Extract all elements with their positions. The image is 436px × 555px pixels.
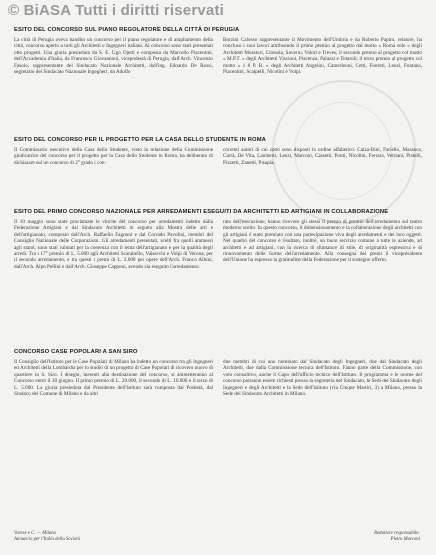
section-title: ESITO DEL CONCORSO PER IL PROGETTO PER LA CASA DELLO STUDENTE IN ROMA xyxy=(14,137,267,143)
section-left-column: La città di Perugia aveva bandito un concorso per il piano regolatore e di ampliamento della città, concorso aperto a tutti gli Architetti e Ingegneri italiani. Al concorso sono stati presentati otto progetti. Una giuria presieduta da S. E. Ugo Ojetti e composta da Marcello Piacentini, dell'Accademia d'Italia, da Francesco Giovannoni, vicepodestà di Perugia, dall'Arch. Vincenzo Fasolo, rappresentante del Sindacato Nazionale Architetti, dall'ing. Edoardo De Rossi, segretario del Sindacato Nazionale Ingegneri, da Adolfo xyxy=(14,37,213,76)
footer-right-line-1: Redattore responsabile: xyxy=(374,531,420,536)
section-arredamenti xyxy=(14,208,422,270)
section-casa-studente xyxy=(14,136,422,166)
section-left-column: Il 10 maggio sono state proclamate le vincite del concorso per arredamenti indetto dalla Federazione Artigiani e dal Sindacato Architetti in seguito alla Mostra delle arti e dell'artigianato, composto dall'Arch. Raffaello Fagnoni e dal Corrado Pavolini, membri del Consiglio Nazionale delle Corporazioni. Gli arredamenti presentati, scelti fra quelli ammessi agli stand, sono stati valutati per la coerenza con il tema dell'artigianato e per la qualità degli arredi. Tra i 17° premio di L. 5.000 agli Architetti Scarabello, Valsecchi e Volpi di Verona, per il secondo arredamento, e tra questi i premi di L. 2.000 per opere dell'Arch. Franco Albini, dall'Arch. Alpo Pellini e dall'Arch. Giuseppe Capponi, avendo sia eseguito l'arredamento. xyxy=(14,219,213,270)
section-title: CONCORSO CASE POPOLARI A SAN SIRO xyxy=(14,349,138,355)
section-columns xyxy=(14,359,422,397)
section-perugia xyxy=(14,26,422,75)
section-right-column: correnti autori di cui sotto sono disposti in ordine alfabetico: Calza-Bini, Fariello, Maranca, Carrà, De Vita, Lamberti, Lenzi, Marconi, Cassetti, Ponti, Nicolini, Ferrara, Vetriani, Pistelli, Pizzetti, Zanetti, Pisapia. xyxy=(223,147,422,166)
footer-right xyxy=(374,531,420,543)
section-right-column: due membri di cui uno nominato dal Sindacato degli Ingegneri, due dal Sindacato degli Architetti, due dalla Commissione tecnica dell'Istituto. Fanno parte della Commissione, con voto consultivo, anche il Capo dell'ufficio tecnico dell'Istituto. Il programma e le norme del concorso potranno essere richiesti presso la segreteria del Sindacato, le Sedi del Sindacato degli Ingegneri e degli Architetti e la Sede dell'Istituto (via Cinque Martiri, 3) a Milano, presso la Sede del Sindacato Architetti in Milano. xyxy=(223,359,422,398)
section-columns xyxy=(14,37,422,75)
footer-right-line-2: Pietro Marconi xyxy=(390,537,420,542)
section-left-column: Il Consiglio dell'Istituto per le Case Popolari di Milano ha indetto un concorso tra gli Ingegneri ed Architetti della Lombardia per lo studio di un progetto di Case Popolari di ricovero nuovo di quartiere in S. Siro. I disegni, inerenti alla destinazione del concorso, si ammetteranno al Concorso entro il 30 giugno. Il primo premio di L. 20.000, il secondo di L. 10.000 e il terzo di L. 5.000. La giuria presieduta dal Presidente dell'Istituto sarà composta dal Podestà, dal Sindaco del Comune di Milano e da altri xyxy=(14,359,213,398)
footer-left-line-2: Annuncio per l'Italia della Società xyxy=(14,537,81,542)
section-right-column: rato dell'esecuzione, hanno ricevuto gli stessi il prezzo di premio dell'arredamento sul teatro moderno scelto. In questo concorso, il dimensionamento e la collaborazione degli architetti con gli artigiani è stato premiato con una partecipazione viva degli arredamenti e dei loro oggetti. Nel quadro del concorso è risultato, inoltre, un buon servizio comune a tutte le aziende, ad architetti e ad artigiani, con la ricerca di sfumature di stile, di originalità espressiva e di rinnovamento delle forme dell'arredamento. Alla consegna dei premi il vicepresidente dell'Unione ha espresso la gratitudine della Federazione per il sostegno offerto. xyxy=(223,219,422,264)
section-san-siro xyxy=(14,348,422,397)
section-columns xyxy=(14,147,422,166)
section-right-column: Borzini Calosso rappresentante il Movimento dell'Umbria e da Roberto Papini, relatore, ha concluso i suoi lavori attribuendo il primo premio al progetto dal motto « Roma sole » degli Architetti Muratori, Ciresola, Saverio, Valori e Treves; il secondo premio al progetto col motto « M.P.T. » degli Architetti Viscioni, Piacenza, Palazzi e Totaroli; il terzo premio al progetto col motto « 1 8 P. R. » degli Architetti Angelini, Camerleoni, Cetti, Fioretti, Lenzi, Fontana, Piacentini, Scalpelli, Nicolini e Volpi. xyxy=(223,37,422,76)
section-title: ESITO DEL CONCORSO SUL PIANO REGOLATORE DELLA CITTÀ DI PERUGIA xyxy=(14,27,240,33)
section-columns xyxy=(14,219,422,270)
watermark-text: © BiASA Tutti i diritti riservati xyxy=(8,2,225,19)
footer-left-line-1: Varese e C. — Milano xyxy=(14,531,57,536)
section-left-column: Il Commissario esecutivo della Casa dello Studente, visto la relazione della Commissione giudicatrice del concorso per il progetto per la Casa dello Studente in Roma, ha deliberato di dichiarare sul un concorso di 2° grado i con- xyxy=(14,147,213,166)
section-title: ESITO DEL PRIMO CONCORSO NAZIONALE PER ARREDAMENTI ESEGUITI DA ARCHITETTI ED ARTIGIANI IN COLLABORAZIONE xyxy=(14,209,389,215)
footer-left xyxy=(14,531,80,543)
